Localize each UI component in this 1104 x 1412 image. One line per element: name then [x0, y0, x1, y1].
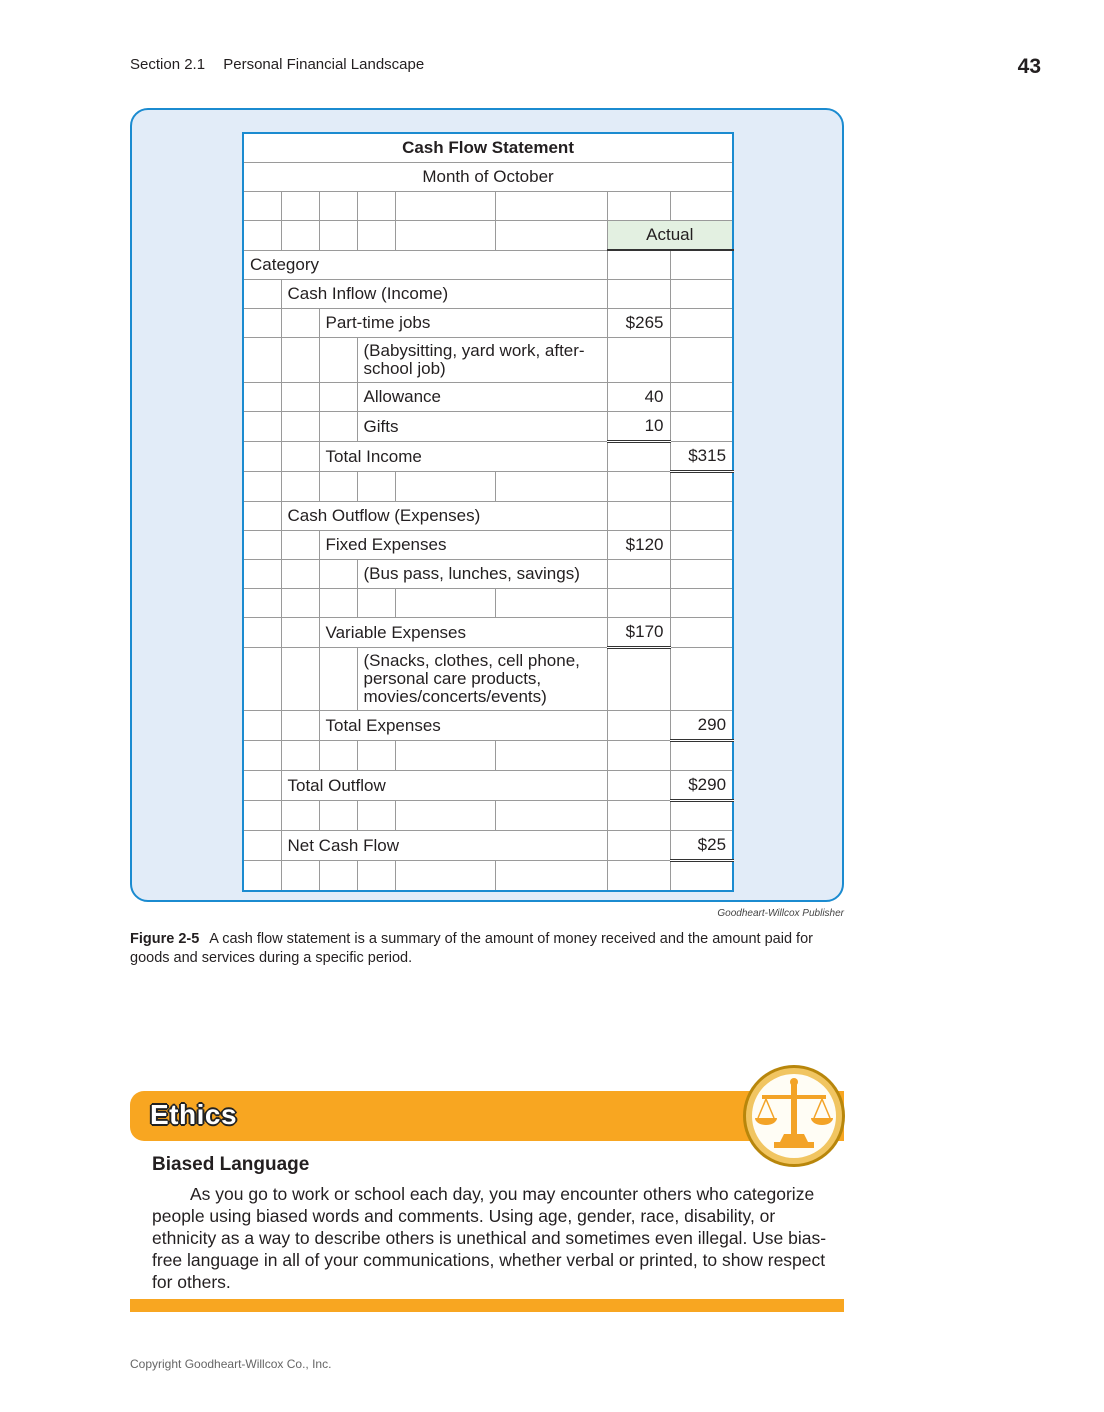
scales-of-justice-icon [740, 1062, 848, 1170]
variable-expenses-note: (Snacks, clothes, cell phone, personal care products, movies/concerts/events) [357, 648, 607, 711]
figure-credit: Goodheart-Willcox Publisher [717, 908, 844, 919]
copyright-footer: Copyright Goodheart-Willcox Co., Inc. [130, 1357, 332, 1371]
gifts-label: Gifts [357, 412, 607, 442]
category-label: Category [243, 250, 607, 280]
table-row [243, 801, 733, 831]
cash-inflow-label: Cash Inflow (Income) [281, 280, 607, 309]
cash-flow-statement-table [242, 132, 734, 892]
gifts-value: 10 [607, 412, 670, 442]
table-row [243, 383, 733, 412]
total-income-value: $315 [670, 442, 733, 472]
table-row [243, 472, 733, 502]
allowance-value: 40 [607, 383, 670, 412]
table-row [243, 648, 733, 711]
variable-expenses-label: Variable Expenses [319, 618, 607, 648]
figure-caption-text: A cash flow statement is a summary of the amount of money received and the amount paid for goods and services during a specific period. [130, 931, 813, 966]
ethics-heading: Biased Language [152, 1154, 310, 1175]
table-row [243, 250, 733, 280]
table-row [243, 589, 733, 618]
figure-caption [130, 930, 830, 968]
statement-period: Month of October [243, 163, 733, 192]
fixed-expenses-label: Fixed Expenses [319, 531, 607, 560]
table-row [243, 163, 733, 192]
total-income-label: Total Income [319, 442, 607, 472]
actual-column-header: Actual [607, 221, 733, 251]
allowance-label: Allowance [357, 383, 607, 412]
variable-expenses-value: $170 [607, 618, 670, 648]
table-row [243, 531, 733, 560]
total-outflow-label: Total Outflow [281, 771, 607, 801]
table-row [243, 560, 733, 589]
table-row [243, 280, 733, 309]
total-outflow-value: $290 [670, 771, 733, 801]
ethics-body: As you go to work or school each day, you may encounter others who categorize people using biased words and comments. Using age, gender, race, disability, or ethnicity as a way to describe others is unethical and sometimes even illegal. Use bias-free language in all of your communications, whether verbal or printed, to show respect for others. [152, 1184, 827, 1292]
table-row [243, 502, 733, 531]
table-row [243, 221, 733, 251]
parttime-jobs-note: (Babysitting, yard work, after-school job) [357, 338, 607, 383]
statement-title: Cash Flow Statement [243, 133, 733, 163]
figure-panel [130, 108, 844, 902]
table-row [243, 442, 733, 472]
page-number: 43 [1017, 55, 1041, 78]
running-header [130, 56, 424, 73]
cash-outflow-label: Cash Outflow (Expenses) [281, 502, 607, 531]
table-row [243, 133, 733, 163]
table-row [243, 618, 733, 648]
fixed-expenses-value: $120 [607, 531, 670, 560]
parttime-jobs-value: $265 [607, 309, 670, 338]
net-cash-flow-label: Net Cash Flow [281, 831, 607, 861]
fixed-expenses-note: (Bus pass, lunches, savings) [357, 560, 607, 589]
table-row [243, 831, 733, 861]
total-expenses-value: 290 [670, 711, 733, 741]
table-row [243, 771, 733, 801]
ethics-banner [130, 1091, 844, 1141]
table-row [243, 861, 733, 892]
table-row [243, 711, 733, 741]
ethics-bottom-rule [130, 1299, 844, 1312]
table-row [243, 309, 733, 338]
table-row [243, 192, 733, 221]
figure-label: Figure 2-5 [130, 931, 200, 947]
section-title: Personal Financial Landscape [223, 56, 425, 73]
parttime-jobs-label: Part-time jobs [319, 309, 607, 338]
table-row [243, 741, 733, 771]
total-expenses-label: Total Expenses [319, 711, 607, 741]
ethics-banner-title: Ethics [150, 1099, 238, 1130]
table-row [243, 412, 733, 442]
net-cash-flow-value: $25 [670, 831, 733, 861]
section-number: Section 2.1 [130, 56, 206, 73]
table-row [243, 338, 733, 383]
